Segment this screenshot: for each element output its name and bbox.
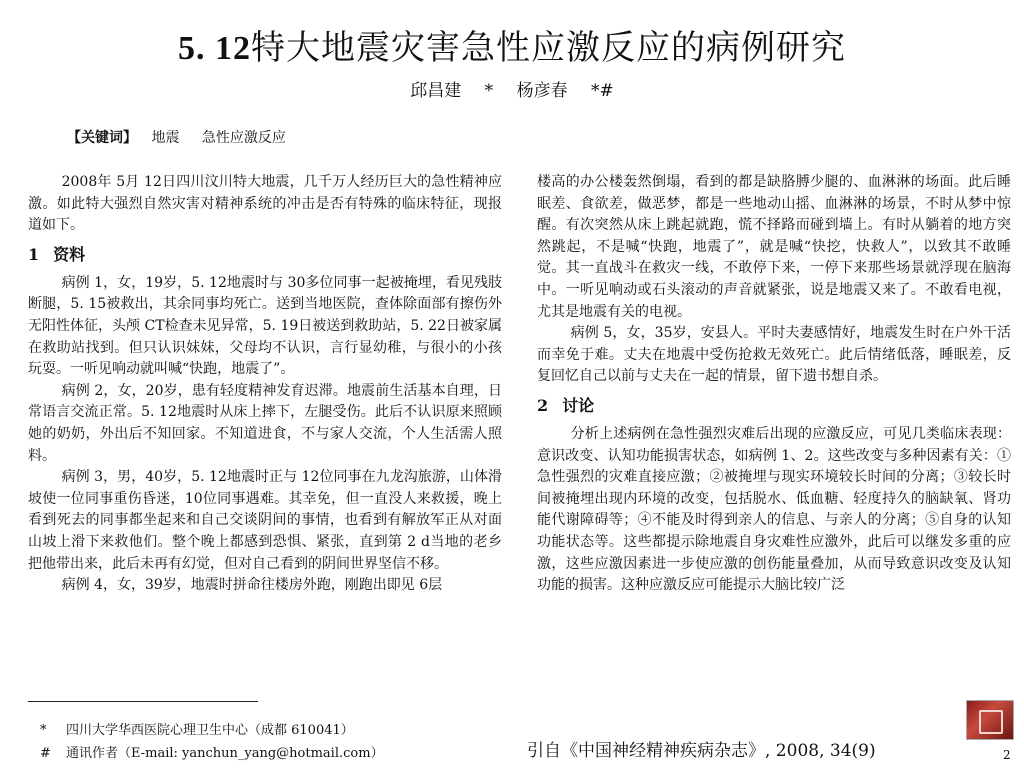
- footnote-text: 通讯作者（E-mail: yanchun_yang@hotmail.com）: [66, 746, 384, 761]
- right-column: [537, 172, 1011, 597]
- section-heading-1: [28, 237, 502, 273]
- page-number: 2: [1003, 748, 1011, 762]
- paper-title: [0, 20, 1024, 69]
- left-column: [28, 172, 502, 597]
- case-4-paragraph-cont: 楼高的办公楼轰然倒塌，看到的都是缺胳膊少腿的、血淋淋的场面。此后睡眠差、食欲差，做恶梦，都是一些地动山摇、血淋淋的场景，不时从梦中惊醒。有次突然从床上跳起就跑，慌不择路而碰到墙上。有时从躺着的地方突然跳起，不是喊“快跑，地震了”，就是喊“快挖，快救人”，以致其不敢睡觉。其一直战斗在救灾一线，不敢停下来，一停下来那些场景就浮现在脑海中。一听见响动或石头滚动的声音就紧张，说是地震又来了。不敢看电视，尤其是地震有关的电视。: [537, 174, 1011, 320]
- citation-source: 引自《中国神经精神疾病杂志》, 2008, 34(9): [527, 736, 876, 761]
- footnote-text: 四川大学华西医院心理卫生中心（成都 610041）: [66, 723, 354, 738]
- footnote-mark: #: [40, 746, 51, 761]
- discussion-paragraph: 分析上述病例在急性强烈灾难后出现的应激反应，可见几类临床表现：意识改变、认知功能损害状态，如病例 1、2。这些改变与多种因素有关：①急性强烈的灾难直接应激；②被掩埋与现实环境较长时间的分离；③较长时间被掩埋出现内环境的改变，包括脱水、低血糖、轻度持久的脑缺氧、肾功能代谢障碍等；④不能及时得到亲人的信息、与亲人的分离；⑤自身的认知功能状态等。这些都提示除地震自身灾难性应激外，此后可以继发多重的应激，这些应激因素进一步使应激的创伤能量叠加，从而导致意识改变及认知功能的损害。这种应激反应可能提示大脑比较广泛: [537, 425, 1011, 594]
- keyword-item: 地震: [151, 130, 180, 146]
- footnote-item: [40, 719, 384, 742]
- case-3-paragraph: 病例 3，男，40岁，5. 12地震时正与 12位同事在九龙沟旅游，山体滑坡使一位同事重伤昏迷，10位同事遇难。其幸免，但一直没人来救援，晚上看到死去的同事都坐起来和自己交谈阴间的事情，也看到有解放军正从对面山坡上滑下来救他们。整个晚上都感到恐惧、紧张，直到第 2 d当地的老乡把他带出来，此后未再有幻觉，但对自己看到的阴间世界坚信不移。: [28, 469, 502, 572]
- case-1-paragraph: 病例 1，女，19岁，5. 12地震时与 30多位同事一起被掩埋，看见残肢断腿，5. 15被救出，其余同事均死亡。送到当地医院，查体除面部有擦伤外无阳性体征，头颅 CT检查未见异常，5. 19日被送到救助站，5. 22日被家属在救助站找到。但只认识妹妹，父母均不认识，言行显幼稚，与很小的小孩玩耍。一听见响动就叫喊“快跑，地震了”。: [28, 274, 502, 378]
- section-title: 讨论: [562, 395, 595, 415]
- section-number: 1: [28, 244, 40, 264]
- footnote-mark: *: [40, 723, 47, 738]
- keywords: [67, 127, 304, 147]
- title-number: 5. 12: [178, 30, 251, 67]
- footnote-divider: [28, 701, 258, 702]
- footnote-item: [40, 742, 384, 765]
- section-heading-2: [537, 388, 1011, 424]
- section-number: 2: [537, 395, 549, 415]
- keyword-item: 急性应激反应: [201, 130, 286, 146]
- keywords-label: 【关键词】: [67, 130, 137, 146]
- case-2-paragraph: 病例 2，女，20岁，患有轻度精神发育迟滞。地震前生活基本自理，日常语言交流正常。5. 12地震时从床上摔下，左腿受伤。此后不认识原来照顾她的奶奶，外出后不知回家。不知道进食，不与家人交流，个人生活需人照料。: [28, 382, 502, 464]
- intro-paragraph: 2008年 5月 12日四川汶川特大地震，几千万人经历巨大的急性精神应激。如此特大强烈自然灾害对精神系统的冲击是否有特殊的临床特征，现报道如下。: [28, 174, 502, 234]
- decorative-emblem-icon: [966, 700, 1014, 740]
- authors: 邱昌建 * 杨彦春 *#: [410, 81, 614, 101]
- case-5-paragraph: 病例 5，女，35岁，安县人。平时夫妻感情好，地震发生时在户外干活而幸免于难。丈夫在地震中受伤抢救无效死亡。此后情绪低落，睡眠差，反复回忆自己以前与丈夫在一起的情景，留下遗书想自杀。: [537, 325, 1011, 385]
- case-4-paragraph-start: 病例 4，女，39岁，地震时拼命往楼房外跑，刚跑出即见 6层: [61, 577, 443, 594]
- title-text: 特大地震灾害急性应激反应的病例研究: [251, 28, 846, 68]
- footnotes: [40, 719, 384, 765]
- section-title: 资料: [53, 244, 86, 264]
